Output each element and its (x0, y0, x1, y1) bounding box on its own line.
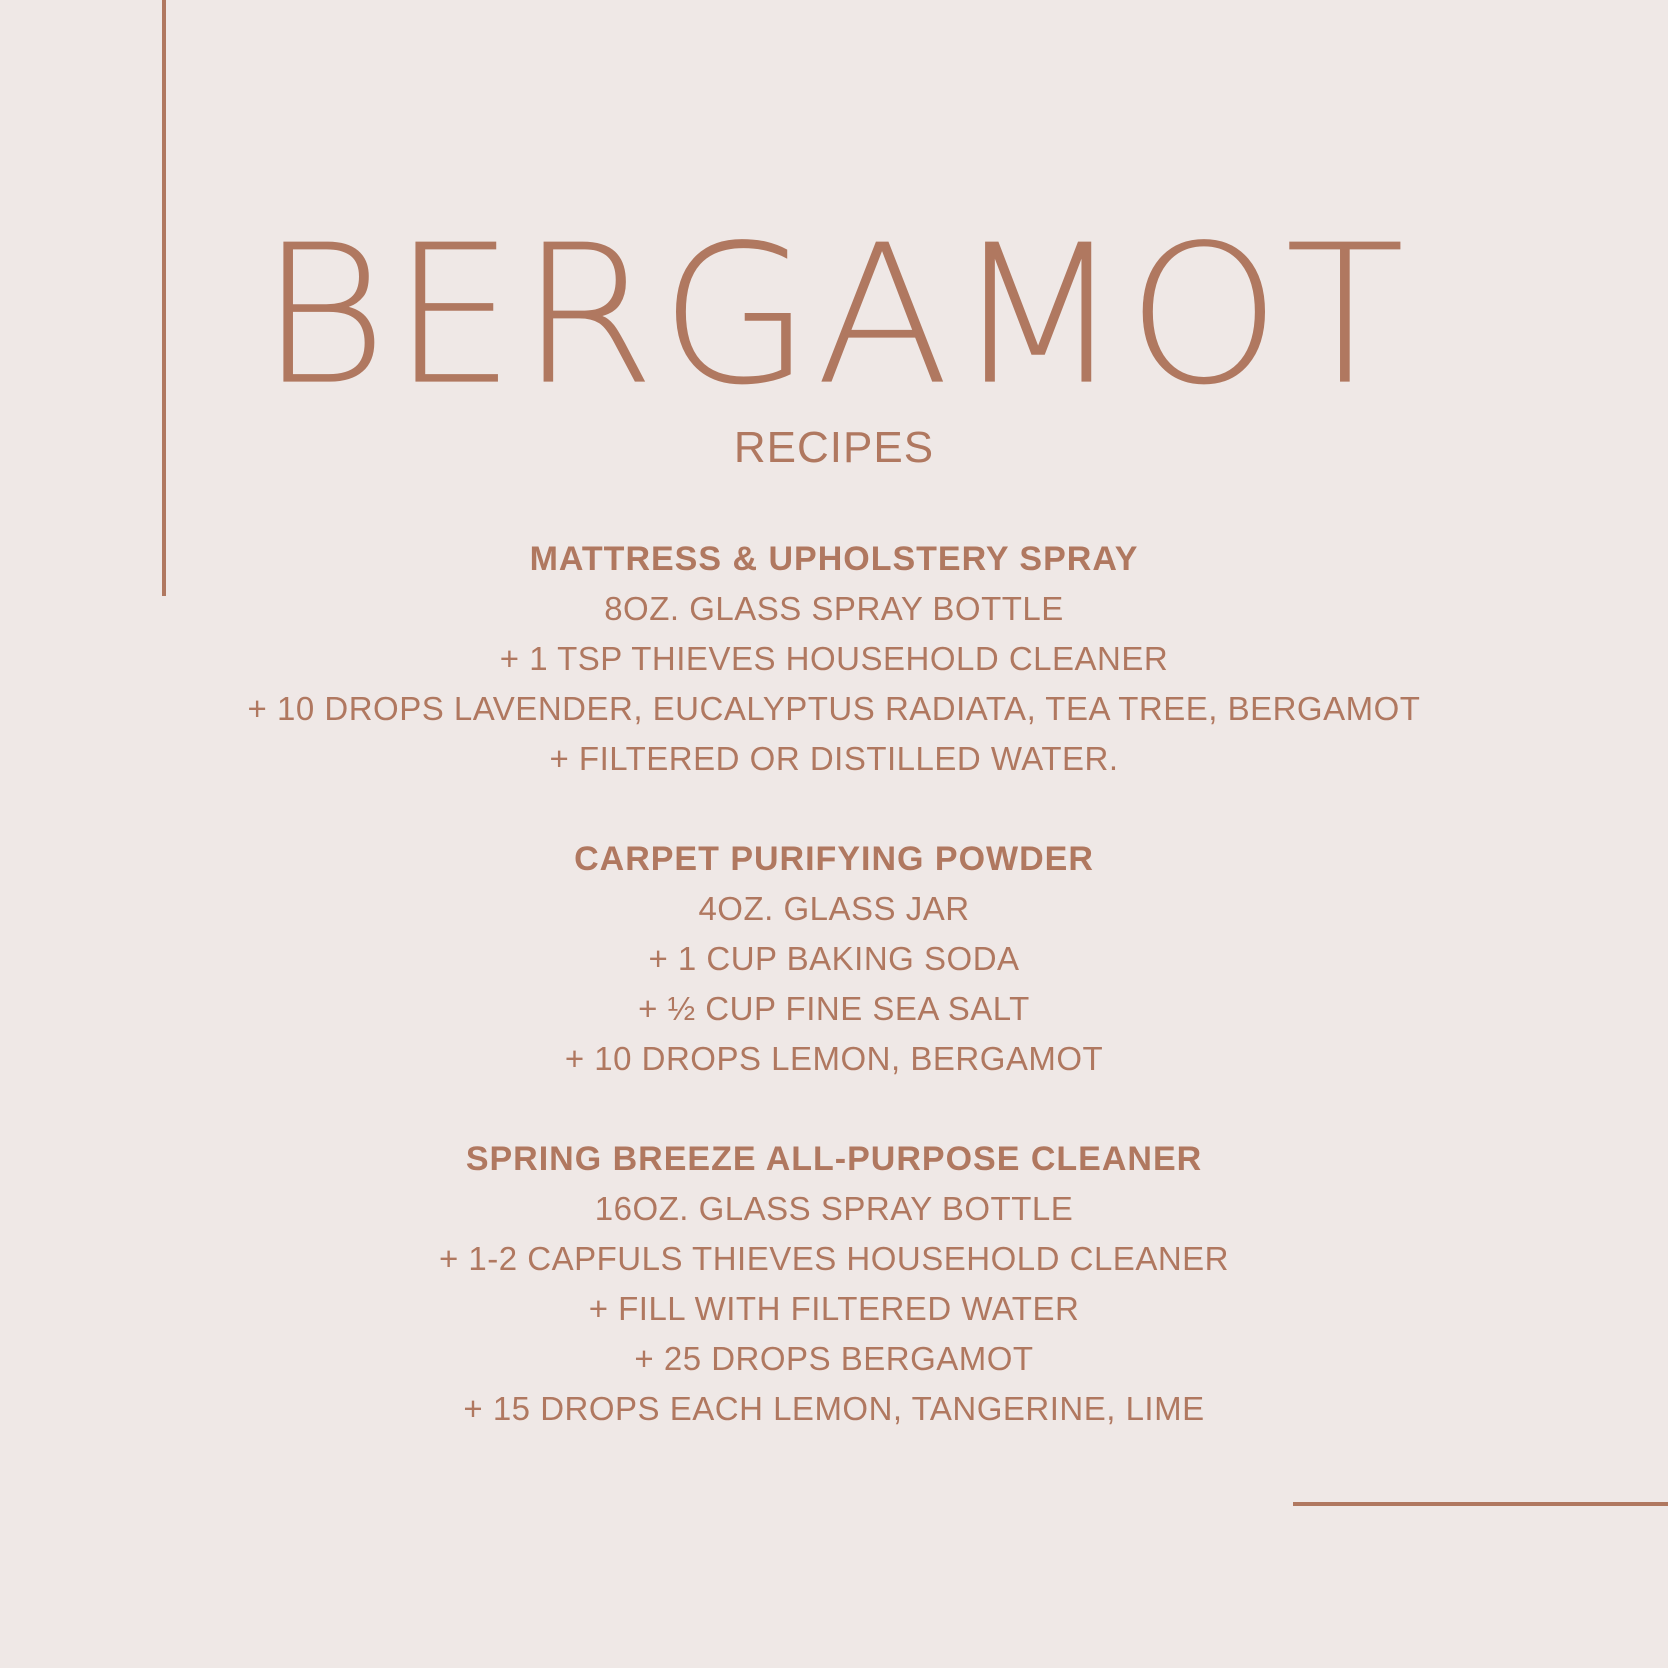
recipe-mattress-upholstery-spray (0, 534, 1668, 784)
ingredient-line: + 1-2 CAPFULS THIEVES HOUSEHOLD CLEANER (438, 1240, 1230, 1277)
recipe-carpet-purifying-powder (0, 834, 1668, 1084)
recipe-title: SPRING BREEZE ALL-PURPOSE CLEANER (465, 1140, 1203, 1178)
ingredient-line: + 1 CUP BAKING SODA (648, 940, 1020, 977)
ingredient-line: + 25 DROPS BERGAMOT (634, 1340, 1034, 1377)
ingredient-line: + 10 DROPS LAVENDER, EUCALYPTUS RADIATA, TEA TREE, BERGAMOT (247, 690, 1421, 727)
recipe-title: CARPET PURIFYING POWDER (574, 840, 1094, 878)
page-subtitle: RECIPES (733, 423, 935, 472)
ingredient-line: 16OZ. GLASS SPRAY BOTTLE (594, 1190, 1074, 1227)
recipe-title: MATTRESS & UPHOLSTERY SPRAY (529, 540, 1139, 578)
ingredient-line: 8OZ. GLASS SPRAY BOTTLE (604, 590, 1064, 627)
ingredient-line: + 1 TSP THIEVES HOUSEHOLD CLEANER (499, 640, 1169, 677)
recipe-spring-breeze-all-purpose-cleaner (0, 1134, 1668, 1434)
ingredient-line: 4OZ. GLASS JAR (698, 890, 970, 927)
ingredient-line: + 15 DROPS EACH LEMON, TANGERINE, LIME (463, 1390, 1205, 1427)
page-title: BERGAMOT (259, 204, 1409, 428)
ingredient-line: + ½ CUP FINE SEA SALT (638, 990, 1030, 1027)
ingredient-line: + 10 DROPS LEMON, BERGAMOT (564, 1040, 1104, 1077)
ingredient-line: + FILL WITH FILTERED WATER (588, 1290, 1080, 1327)
ingredient-line: + FILTERED OR DISTILLED WATER. (549, 740, 1119, 777)
decorative-horizontal-line (1293, 1502, 1668, 1506)
